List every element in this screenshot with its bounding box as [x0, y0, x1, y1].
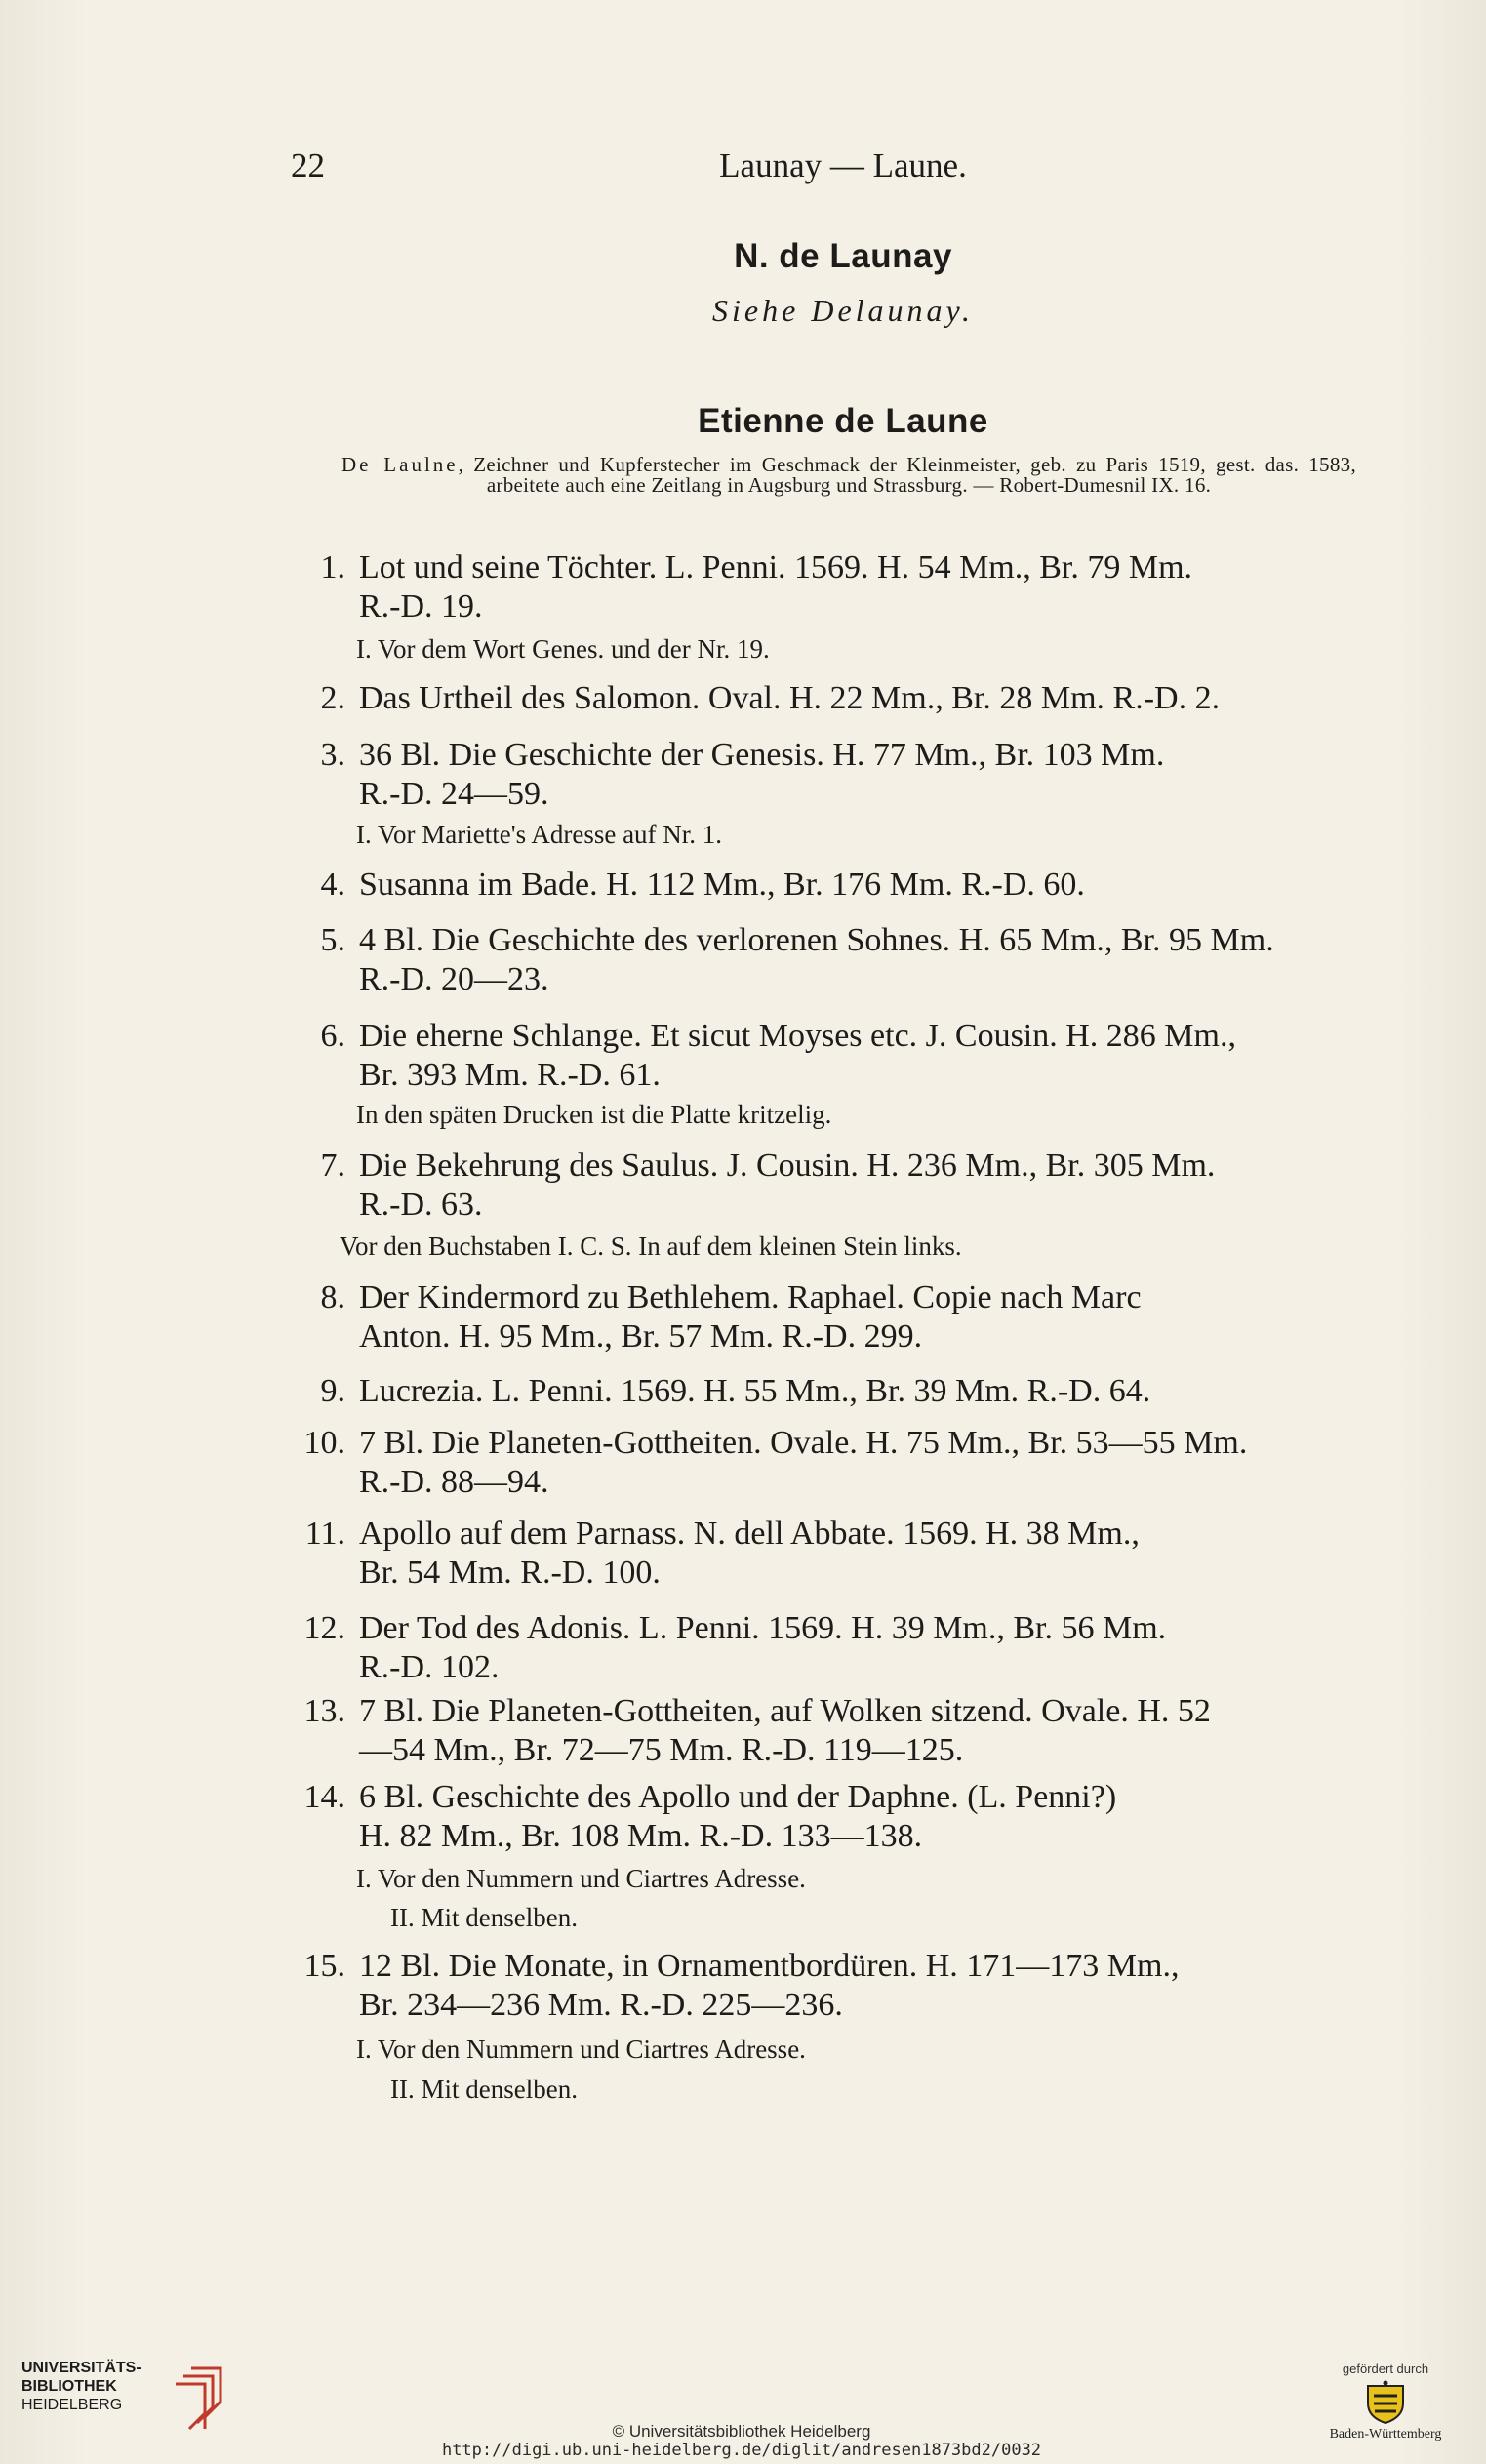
entry-number: 5.: [320, 922, 345, 958]
entry-number: 1.: [320, 549, 345, 586]
library-wordmark: [21, 2359, 141, 2414]
entry-line: R.-D. 63.: [359, 1187, 483, 1223]
entry-number: 15.: [303, 1948, 345, 1984]
entry-number: 13.: [303, 1693, 345, 1729]
entry-number: 6.: [320, 1018, 345, 1054]
entry-number: 7.: [320, 1148, 345, 1184]
bio-name: De Laulne: [341, 453, 459, 476]
see-also-reference: Siehe Delaunay.: [712, 293, 974, 328]
entry-line: R.-D. 102.: [359, 1649, 500, 1685]
entry-line: H. 82 Mm., Br. 108 Mm. R.-D. 133—138.: [359, 1818, 923, 1854]
entry-line: —54 Mm., Br. 72—75 Mm. R.-D. 119—125.: [359, 1732, 964, 1768]
entry-line: 7 Bl. Die Planeten-Gottheiten. Ovale. H. 75 Mm., Br. 53—55 Mm.: [359, 1425, 1248, 1461]
permalink-url[interactable]: http://digi.ub.uni-heidelberg.de/diglit/andresen1873bd2/0032: [441, 2441, 1042, 2460]
section-title-launay: N. de Launay: [734, 237, 952, 275]
entry-line: R.-D. 88—94.: [359, 1464, 549, 1500]
library-line3: HEIDELBERG: [21, 2397, 123, 2413]
entry-line: 4 Bl. Die Geschichte des verlorenen Sohnes. H. 65 Mm., Br. 95 Mm.: [359, 922, 1274, 958]
entry-line: 7 Bl. Die Planeten-Gottheiten, auf Wolken sitzend. Ovale. H. 52: [359, 1693, 1211, 1729]
entry-number: 9.: [320, 1373, 345, 1409]
entry-number: 4.: [320, 867, 345, 903]
entry-note: In den späten Drucken ist die Platte kritzelig.: [356, 1100, 832, 1129]
entry-line: Br. 393 Mm. R.-D. 61.: [359, 1057, 661, 1093]
entry-note: Vor den Buchstaben I. C. S. In auf dem kleinen Stein links.: [340, 1232, 962, 1261]
entry-number: 12.: [303, 1610, 345, 1646]
entry-number: 2.: [320, 680, 345, 716]
entry-line: 12 Bl. Die Monate, in Ornamentbordüren. H. 171—173 Mm.,: [359, 1948, 1180, 1984]
library-logo: [21, 2359, 217, 2437]
entry-number: 3.: [320, 737, 345, 773]
sponsor-block: [1303, 2362, 1468, 2443]
library-emblem-icon: [170, 2363, 228, 2433]
biography-paragraph: [341, 455, 1356, 496]
entry-line: R.-D. 20—23.: [359, 961, 549, 997]
entry-line: Anton. H. 95 Mm., Br. 57 Mm. R.-D. 299.: [359, 1318, 923, 1354]
entry-note: II. Mit denselben.: [390, 1903, 578, 1932]
entry-line: Der Tod des Adonis. L. Penni. 1569. H. 39 Mm., Br. 56 Mm.: [359, 1610, 1167, 1646]
entry-line: 36 Bl. Die Geschichte der Genesis. H. 77 Mm., Br. 103 Mm.: [359, 737, 1165, 773]
coat-of-arms-icon: [1358, 2380, 1413, 2425]
entry-note: I. Vor den Nummern und Ciartres Adresse.: [356, 2035, 806, 2064]
entry-line: 6 Bl. Geschichte des Apollo und der Daphne. (L. Penni?): [359, 1779, 1117, 1815]
entry-line: Br. 234—236 Mm. R.-D. 225—236.: [359, 1987, 843, 2023]
page-header: [291, 146, 1395, 195]
sponsor-label: gefördert durch: [1342, 2362, 1429, 2376]
entry-line: Susanna im Bade. H. 112 Mm., Br. 176 Mm. R.-D. 60.: [359, 867, 1085, 903]
entry-line: Die eherne Schlange. Et sicut Moyses etc. J. Cousin. H. 286 Mm.,: [359, 1018, 1236, 1054]
sponsor-name: Baden-Württemberg: [1329, 2427, 1442, 2442]
page-number: 22: [291, 146, 325, 184]
entry-note: I. Vor den Nummern und Ciartres Adresse.: [356, 1864, 806, 1893]
entry-line: Lot und seine Töchter. L. Penni. 1569. H. 54 Mm., Br. 79 Mm.: [359, 549, 1193, 586]
running-head: Launay — Laune.: [719, 146, 967, 184]
entry-line: Das Urtheil des Salomon. Oval. H. 22 Mm., Br. 28 Mm. R.-D. 2.: [359, 680, 1221, 716]
footer-credits: [390, 2422, 1093, 2460]
entry-number: 8.: [320, 1279, 345, 1315]
bio-text: , Zeichner und Kupferstecher im Geschmack der Kleinmeister, geb. zu Paris 1519, gest. das. 1583, arbeitete auch eine Zeitlang in Augsburg und Strassburg. — Robert-Dumesnil IX. 16.: [458, 453, 1356, 497]
section-title-laune: Etienne de Laune: [698, 402, 988, 440]
entry-line: Der Kindermord zu Bethlehem. Raphael. Copie nach Marc: [359, 1279, 1142, 1315]
entry-number: 11.: [304, 1515, 345, 1552]
entry-note: I. Vor Mariette's Adresse auf Nr. 1.: [356, 820, 723, 849]
entry-line: Lucrezia. L. Penni. 1569. H. 55 Mm., Br. 39 Mm. R.-D. 64.: [359, 1373, 1151, 1409]
entry-line: R.-D. 24—59.: [359, 776, 549, 812]
library-line2: BIBLIOTHEK: [21, 2378, 117, 2395]
entry-line: Apollo auf dem Parnass. N. dell Abbate. 1569. H. 38 Mm.,: [359, 1515, 1140, 1552]
entry-line: Die Bekehrung des Saulus. J. Cousin. H. 236 Mm., Br. 305 Mm.: [359, 1148, 1216, 1184]
entry-line: Br. 54 Mm. R.-D. 100.: [359, 1555, 661, 1591]
entry-note: I. Vor dem Wort Genes. und der Nr. 19.: [356, 634, 770, 664]
copyright-text: © Universitätsbibliothek Heidelberg: [612, 2422, 871, 2441]
entry-note: II. Mit denselben.: [390, 2075, 578, 2104]
entry-number: 14.: [303, 1779, 345, 1815]
entry-line: R.-D. 19.: [359, 588, 483, 625]
library-line1: UNIVERSITÄTS-: [21, 2360, 141, 2376]
entry-number: 10.: [303, 1425, 345, 1461]
